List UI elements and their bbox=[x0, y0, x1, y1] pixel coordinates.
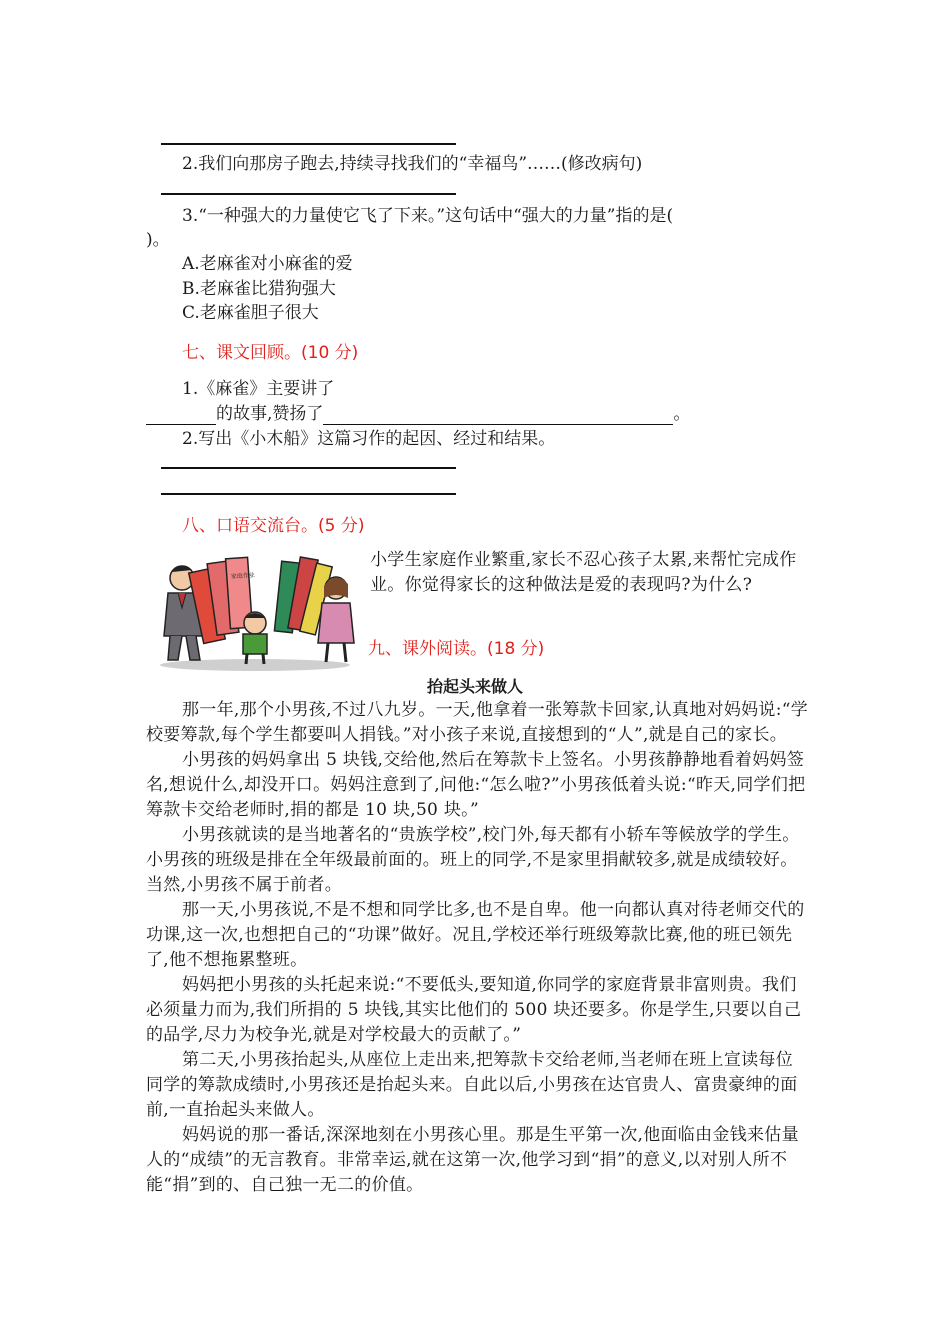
answer-line[interactable] bbox=[161, 193, 456, 195]
section-7-heading: 七、课文回顾。(10 分) bbox=[182, 343, 359, 363]
option-b: B.老麻雀比猎狗强大 bbox=[182, 279, 336, 299]
section-7-q2: 2.写出《小木船》这篇习作的起因、经过和结果。 bbox=[182, 429, 556, 449]
article-body bbox=[146, 698, 810, 1198]
section-8-heading: 八、口语交流台。(5 分) bbox=[182, 516, 365, 536]
section-7-q1-line1: 1.《麻雀》主要讲了 bbox=[182, 379, 335, 399]
question-2-text: 2.我们向那房子跑去,持续寻找我们的“幸福鸟”……(修改病句) bbox=[182, 154, 643, 174]
article-title: 抬起头来做人 bbox=[426, 677, 523, 696]
answer-line[interactable] bbox=[161, 143, 456, 145]
question-3-paren-close: )。 bbox=[146, 230, 170, 250]
paragraph: 妈妈把小男孩的头托起来说:“不要低头,要知道,你同学的家庭背景非富则贵。我们必须量力而为,我们所捐的 5 块钱,其实比他们的 500 块还要多。你是学生,只要以自己的品学,尽力为校争光,就是对学校最大的贡献了。” bbox=[146, 975, 802, 1045]
section-9-heading: 九、课外阅读。(18 分) bbox=[368, 639, 545, 659]
paragraph: 小男孩的妈妈拿出 5 块钱,交给他,然后在筹款卡上签名。小男孩静静地看着妈妈签名,想说什么,却没开口。妈妈注意到了,问他:“怎么啦?”小男孩低着头说:“昨天,同学们把筹款卡交给老师时,捐的都是 10 块,50 块。” bbox=[146, 750, 806, 820]
option-a: A.老麻雀对小麻雀的爱 bbox=[182, 254, 353, 274]
answer-line[interactable] bbox=[161, 493, 456, 495]
book-label: 家庭作业 bbox=[230, 571, 256, 581]
paragraph: 那一年,那个小男孩,不过八九岁。一天,他拿着一张筹款卡回家,认真地对妈妈说:“学校要筹款,每个学生都要叫人捐钱。”对小孩子来说,直接想到的“人”,就是自己的家长。 bbox=[146, 700, 809, 745]
question-3-text: 3.“一种强大的力量使它飞了下来。”这句话中“强大的力量”指的是( bbox=[182, 206, 674, 226]
blank-praise[interactable] bbox=[323, 406, 673, 425]
parents-homework-illustration bbox=[150, 548, 360, 673]
paragraph: 第二天,小男孩抬起头,从座位上走出来,把筹款卡交给老师,当老师在班上宣读每位同学的筹款成绩时,小男孩还是抬起头来。自此以后,小男孩在达官贵人、富贵豪绅的面前,一直抬起头来做人。 bbox=[146, 1050, 798, 1120]
paragraph: 小男孩就读的是当地著名的“贵族学校”,校门外,每天都有小轿车等候放学的学生。小男孩的班级是排在全年级最前面的。班上的同学,不是家里捐献较多,就是成绩较好。当然,小男孩不属于前者。 bbox=[146, 825, 800, 895]
option-c: C.老麻雀胆子很大 bbox=[182, 303, 319, 323]
paragraph: 那一天,小男孩说,不是不想和同学比多,也不是自卑。他一向都认真对待老师交代的功课,这一次,也想把自己的“功课”做好。况且,学校还举行班级筹款比赛,他的班已领先了,他不想拖累整班。 bbox=[146, 900, 805, 970]
section-7-q1-line2: 的故事,赞扬了 。 bbox=[146, 403, 690, 425]
answer-line[interactable] bbox=[161, 467, 456, 469]
paragraph: 妈妈说的那一番话,深深地刻在小男孩心里。那是生平第一次,他面临由金钱来估量人的“成绩”的无言教育。非常幸运,就在这第一次,他学习到“捐”的意义,以对别人所不能“捐”到的、自己独一无二的价值。 bbox=[146, 1125, 799, 1195]
section-8-prompt: 小学生家庭作业繁重,家长不忍心孩子太累,来帮忙完成作业。你觉得家长的这种做法是爱的表现吗?为什么? bbox=[370, 550, 797, 595]
blank-story[interactable] bbox=[146, 406, 216, 425]
